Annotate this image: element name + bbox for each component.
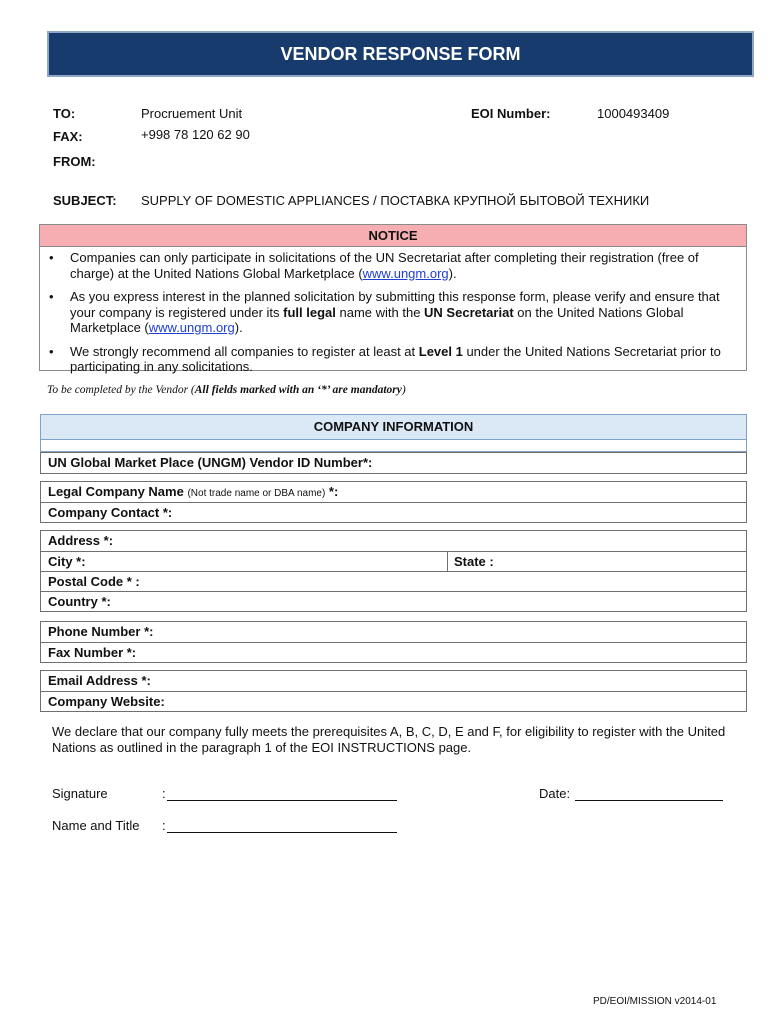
form-title: VENDOR RESPONSE FORM [280,43,521,64]
email-address-field[interactable]: Email Address *: [48,673,151,688]
eoi-number-value: 1000493409 [597,106,670,121]
fax-label: FAX: [53,129,83,144]
name-title-label: Name and Title [52,818,140,833]
to-value: Procruement Unit [141,106,243,121]
notice-list [40,250,746,375]
notice-item: • As you express interest in the planned solicitation by submitting this response form, please verify and ensure that your company is registered under its full legal name with the UN Secretariat on the United Nations Global Marketplace (www.ungm.org). [49,289,720,335]
bullet: • [49,343,54,359]
subject-label: SUBJECT: [53,193,117,208]
vendor-note: To be completed by the Vendor (All fields marked with an ‘*’ are mandatory) [47,384,406,396]
legal-group [40,481,747,523]
name-title-colon: : [162,818,166,833]
company-website-field[interactable]: Company Website: [41,691,746,711]
country-field[interactable]: Country *: [41,591,746,611]
notice-box [39,224,747,374]
notice-item: • Companies can only participate in solicitations of the UN Secretariat after completing their registration (free of charge) at the United Nations Global Marketplace (www.ungm.org). [49,250,699,281]
ungm-vendor-id-field[interactable]: UN Global Market Place (UNGM) Vendor ID Number*: [48,455,373,470]
declaration-text: We declare that our company fully meets the prerequisites A, B, C, D, E and F, for eligibility to register with the United Nations as outlined in the paragraph 1 of the EOI INSTRUCTIONS page. [52,724,726,755]
email-group [40,670,747,712]
form-version-code: PD/EOI/MISSION v2014-01 [593,996,717,1007]
phone-group [40,621,747,663]
bullet: • [49,289,54,304]
ungm-link[interactable]: www.ungm.org [362,265,449,281]
notice-title: NOTICE [40,225,746,247]
company-info-heading: COMPANY INFORMATION [40,414,747,440]
state-field[interactable]: State : [447,552,494,572]
postal-code-field[interactable]: Postal Code * : [41,571,746,591]
ungm-id-group [40,452,747,474]
signature-line[interactable] [167,787,397,801]
date-label: Date: [539,786,571,801]
name-title-line[interactable] [167,819,397,833]
signature-colon: : [162,786,166,801]
bullet: • [49,250,54,265]
phone-number-field[interactable]: Phone Number *: [48,624,154,639]
fax-number-field[interactable]: Fax Number *: [41,642,746,662]
address-group [40,530,747,612]
from-label: FROM: [53,154,96,169]
city-field[interactable]: City *: State : [41,551,746,571]
address-field[interactable]: Address *: [48,533,114,548]
company-contact-field[interactable]: Company Contact *: [41,502,746,522]
fax-value: +998 78 120 62 90 [141,127,250,142]
subject-value: SUPPLY OF DOMESTIC APPLIANCES / ПОСТАВКА КРУПНОЙ БЫТОВОЙ ТЕХНИКИ [141,193,650,208]
form-title-banner [47,31,754,77]
ungm-link[interactable]: www.ungm.org [148,320,235,335]
notice-item: • We strongly recommend all companies to register at least at Level 1 under the United Nations Secretariat prior to participating in any solicitations. [49,343,721,374]
date-line[interactable] [575,787,723,801]
signature-label: Signature [52,786,108,801]
eoi-number-label: EOI Number: [471,106,551,121]
to-label: TO: [53,106,76,121]
spacer-row [40,440,747,452]
legal-company-name-field[interactable]: Legal Company Name (Not trade name or DBA name) *: [48,484,339,499]
